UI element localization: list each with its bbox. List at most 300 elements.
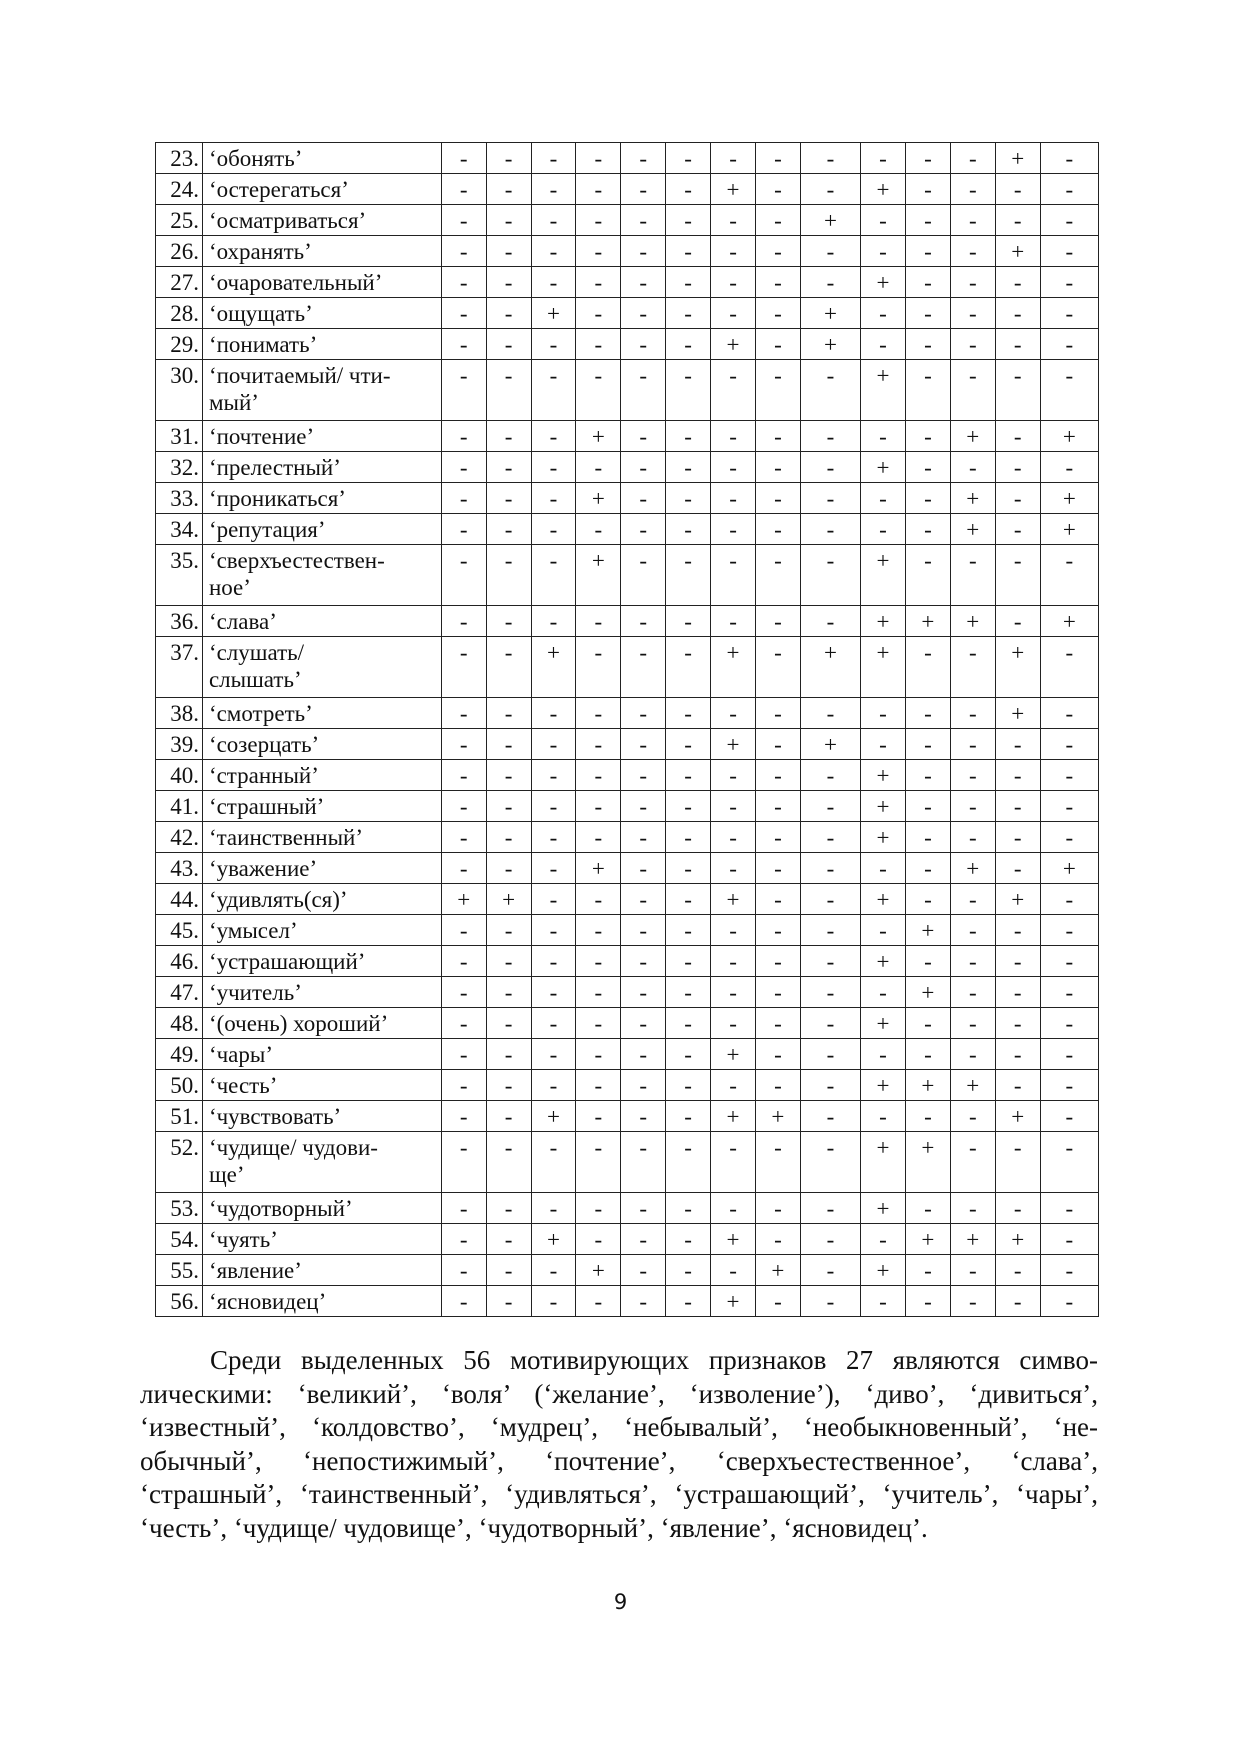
feature-mark: + bbox=[950, 483, 995, 514]
feature-mark: - bbox=[950, 174, 995, 205]
table-row bbox=[156, 1132, 1099, 1193]
feature-mark: + bbox=[995, 143, 1040, 174]
feature-mark: - bbox=[755, 1132, 800, 1193]
feature-mark: - bbox=[531, 1255, 576, 1286]
feature-mark: - bbox=[666, 1101, 711, 1132]
row-word: ‘очаровательный’ bbox=[202, 267, 441, 298]
feature-mark: - bbox=[486, 946, 531, 977]
feature-mark: - bbox=[576, 143, 621, 174]
table-row bbox=[156, 1008, 1099, 1039]
feature-mark: - bbox=[531, 1193, 576, 1224]
feature-mark: - bbox=[1040, 760, 1098, 791]
feature-mark: - bbox=[666, 452, 711, 483]
feature-mark: - bbox=[486, 1224, 531, 1255]
feature-mark: - bbox=[576, 698, 621, 729]
feature-mark: - bbox=[995, 360, 1040, 421]
feature-mark: - bbox=[531, 483, 576, 514]
feature-mark: + bbox=[861, 1193, 906, 1224]
feature-mark: - bbox=[1040, 729, 1098, 760]
feature-mark: - bbox=[950, 698, 995, 729]
feature-mark: + bbox=[800, 637, 860, 698]
feature-mark: - bbox=[800, 452, 860, 483]
feature-mark: - bbox=[531, 946, 576, 977]
feature-table bbox=[155, 142, 1099, 1317]
feature-mark: - bbox=[755, 1039, 800, 1070]
table-row bbox=[156, 977, 1099, 1008]
feature-mark: - bbox=[441, 514, 486, 545]
feature-mark: + bbox=[576, 1255, 621, 1286]
feature-mark: - bbox=[711, 1255, 756, 1286]
feature-mark: - bbox=[711, 946, 756, 977]
table-row bbox=[156, 606, 1099, 637]
table-row bbox=[156, 822, 1099, 853]
feature-mark: - bbox=[441, 1070, 486, 1101]
feature-mark: - bbox=[861, 915, 906, 946]
row-word: ‘странный’ bbox=[202, 760, 441, 791]
feature-mark: - bbox=[905, 760, 950, 791]
feature-mark: - bbox=[1040, 915, 1098, 946]
row-number: 32. bbox=[156, 452, 203, 483]
row-number: 45. bbox=[156, 915, 203, 946]
feature-mark: - bbox=[800, 143, 860, 174]
feature-mark: - bbox=[905, 1101, 950, 1132]
feature-mark: - bbox=[800, 698, 860, 729]
feature-mark: + bbox=[755, 1255, 800, 1286]
feature-mark: - bbox=[800, 174, 860, 205]
feature-mark: - bbox=[800, 545, 860, 606]
feature-mark: - bbox=[1040, 791, 1098, 822]
feature-mark: - bbox=[905, 452, 950, 483]
feature-mark: + bbox=[711, 1224, 756, 1255]
feature-mark: - bbox=[666, 791, 711, 822]
feature-mark: - bbox=[995, 483, 1040, 514]
row-word: ‘чары’ bbox=[202, 1039, 441, 1070]
feature-mark: - bbox=[441, 545, 486, 606]
feature-mark: - bbox=[861, 329, 906, 360]
row-word: ‘устрашающий’ bbox=[202, 946, 441, 977]
feature-mark: - bbox=[576, 1101, 621, 1132]
feature-mark: - bbox=[621, 483, 666, 514]
feature-mark: - bbox=[576, 205, 621, 236]
feature-mark: - bbox=[576, 298, 621, 329]
feature-mark: + bbox=[905, 915, 950, 946]
feature-mark: - bbox=[576, 915, 621, 946]
feature-mark: - bbox=[621, 822, 666, 853]
table-row bbox=[156, 760, 1099, 791]
feature-mark: - bbox=[666, 915, 711, 946]
feature-mark: - bbox=[950, 1101, 995, 1132]
feature-mark: - bbox=[531, 452, 576, 483]
table-row bbox=[156, 1193, 1099, 1224]
feature-mark: + bbox=[995, 1224, 1040, 1255]
row-number: 24. bbox=[156, 174, 203, 205]
feature-mark: - bbox=[531, 236, 576, 267]
feature-mark: - bbox=[1040, 1101, 1098, 1132]
feature-mark: + bbox=[861, 360, 906, 421]
feature-mark: - bbox=[531, 514, 576, 545]
table-row bbox=[156, 329, 1099, 360]
feature-mark: - bbox=[800, 1101, 860, 1132]
feature-mark: - bbox=[755, 174, 800, 205]
feature-mark: - bbox=[441, 1101, 486, 1132]
feature-mark: + bbox=[861, 760, 906, 791]
feature-mark: - bbox=[905, 822, 950, 853]
feature-mark: - bbox=[576, 637, 621, 698]
feature-mark: - bbox=[800, 421, 860, 452]
feature-mark: - bbox=[950, 1286, 995, 1317]
feature-mark: - bbox=[441, 267, 486, 298]
feature-mark: - bbox=[905, 698, 950, 729]
feature-mark: - bbox=[621, 545, 666, 606]
feature-mark: - bbox=[621, 205, 666, 236]
feature-mark: - bbox=[905, 545, 950, 606]
feature-mark: - bbox=[441, 637, 486, 698]
feature-mark: - bbox=[711, 915, 756, 946]
feature-mark: - bbox=[995, 452, 1040, 483]
feature-mark: - bbox=[576, 1039, 621, 1070]
feature-mark: - bbox=[441, 946, 486, 977]
row-word: ‘чудотворный’ bbox=[202, 1193, 441, 1224]
feature-mark: + bbox=[950, 606, 995, 637]
row-number: 28. bbox=[156, 298, 203, 329]
feature-mark: - bbox=[621, 791, 666, 822]
feature-mark: - bbox=[486, 174, 531, 205]
row-number: 54. bbox=[156, 1224, 203, 1255]
feature-mark: - bbox=[441, 483, 486, 514]
row-number: 44. bbox=[156, 884, 203, 915]
feature-mark: - bbox=[800, 977, 860, 1008]
feature-mark: + bbox=[531, 1224, 576, 1255]
feature-mark: - bbox=[666, 1039, 711, 1070]
feature-mark: - bbox=[486, 1193, 531, 1224]
row-number: 55. bbox=[156, 1255, 203, 1286]
row-word: ‘осматриваться’ bbox=[202, 205, 441, 236]
feature-mark: - bbox=[576, 977, 621, 1008]
table-row bbox=[156, 1070, 1099, 1101]
feature-mark: - bbox=[531, 698, 576, 729]
feature-mark: - bbox=[621, 329, 666, 360]
feature-mark: + bbox=[905, 1070, 950, 1101]
feature-mark: - bbox=[995, 174, 1040, 205]
feature-mark: - bbox=[1040, 452, 1098, 483]
feature-mark: - bbox=[531, 143, 576, 174]
feature-mark: - bbox=[800, 1070, 860, 1101]
feature-mark: - bbox=[1040, 267, 1098, 298]
feature-mark: - bbox=[950, 236, 995, 267]
feature-mark: - bbox=[1040, 298, 1098, 329]
feature-mark: - bbox=[861, 298, 906, 329]
feature-mark: - bbox=[800, 915, 860, 946]
row-word: ‘охранять’ bbox=[202, 236, 441, 267]
feature-mark: + bbox=[861, 1070, 906, 1101]
feature-mark: - bbox=[486, 421, 531, 452]
feature-mark: - bbox=[576, 1224, 621, 1255]
row-number: 31. bbox=[156, 421, 203, 452]
feature-mark: - bbox=[711, 421, 756, 452]
feature-mark: - bbox=[441, 1193, 486, 1224]
feature-mark: - bbox=[666, 514, 711, 545]
feature-mark: - bbox=[905, 360, 950, 421]
feature-mark: + bbox=[905, 1132, 950, 1193]
feature-mark: - bbox=[531, 1286, 576, 1317]
row-number: 30. bbox=[156, 360, 203, 421]
feature-mark: - bbox=[800, 1193, 860, 1224]
feature-mark: - bbox=[950, 1008, 995, 1039]
feature-mark: - bbox=[755, 545, 800, 606]
feature-mark: - bbox=[666, 1008, 711, 1039]
feature-mark: - bbox=[1040, 1008, 1098, 1039]
feature-mark: - bbox=[861, 1101, 906, 1132]
feature-mark: + bbox=[861, 174, 906, 205]
feature-mark: - bbox=[995, 729, 1040, 760]
row-word: ‘репутация’ bbox=[202, 514, 441, 545]
feature-mark: - bbox=[441, 298, 486, 329]
feature-mark: + bbox=[711, 1286, 756, 1317]
feature-mark: - bbox=[666, 606, 711, 637]
feature-mark: - bbox=[486, 729, 531, 760]
feature-mark: - bbox=[995, 1008, 1040, 1039]
feature-mark: - bbox=[576, 360, 621, 421]
row-number: 38. bbox=[156, 698, 203, 729]
feature-mark: - bbox=[800, 514, 860, 545]
feature-mark: - bbox=[950, 760, 995, 791]
feature-mark: - bbox=[666, 822, 711, 853]
feature-mark: - bbox=[666, 1255, 711, 1286]
feature-mark: - bbox=[800, 1008, 860, 1039]
feature-mark: - bbox=[995, 791, 1040, 822]
feature-mark: - bbox=[486, 329, 531, 360]
row-word: ‘явление’ bbox=[202, 1255, 441, 1286]
table-row bbox=[156, 946, 1099, 977]
feature-mark: - bbox=[755, 606, 800, 637]
row-number: 52. bbox=[156, 1132, 203, 1193]
feature-mark: - bbox=[800, 1132, 860, 1193]
feature-mark: - bbox=[1040, 1132, 1098, 1193]
feature-mark: - bbox=[441, 205, 486, 236]
feature-mark: + bbox=[861, 606, 906, 637]
row-word: ‘слава’ bbox=[202, 606, 441, 637]
table-row bbox=[156, 360, 1099, 421]
feature-mark: - bbox=[995, 205, 1040, 236]
feature-mark: - bbox=[995, 946, 1040, 977]
feature-mark: - bbox=[576, 791, 621, 822]
feature-mark: - bbox=[486, 1101, 531, 1132]
feature-mark: - bbox=[666, 946, 711, 977]
feature-mark: - bbox=[800, 884, 860, 915]
row-word: ‘честь’ bbox=[202, 1070, 441, 1101]
feature-mark: - bbox=[576, 174, 621, 205]
feature-mark: - bbox=[950, 298, 995, 329]
feature-mark: - bbox=[995, 1255, 1040, 1286]
row-number: 26. bbox=[156, 236, 203, 267]
feature-mark: - bbox=[666, 760, 711, 791]
feature-mark: - bbox=[576, 760, 621, 791]
feature-mark: - bbox=[711, 205, 756, 236]
feature-mark: + bbox=[711, 1039, 756, 1070]
feature-mark: - bbox=[861, 205, 906, 236]
feature-mark: - bbox=[800, 822, 860, 853]
feature-mark: - bbox=[441, 760, 486, 791]
feature-mark: - bbox=[861, 421, 906, 452]
feature-mark: - bbox=[621, 853, 666, 884]
feature-mark: - bbox=[576, 822, 621, 853]
feature-mark: - bbox=[950, 729, 995, 760]
row-number: 39. bbox=[156, 729, 203, 760]
feature-mark: - bbox=[755, 236, 800, 267]
feature-mark: - bbox=[576, 729, 621, 760]
feature-mark: - bbox=[1040, 236, 1098, 267]
feature-mark: - bbox=[1040, 946, 1098, 977]
feature-mark: - bbox=[755, 360, 800, 421]
table-row bbox=[156, 915, 1099, 946]
feature-mark: + bbox=[711, 637, 756, 698]
feature-mark: - bbox=[950, 1193, 995, 1224]
feature-mark: - bbox=[531, 915, 576, 946]
feature-mark: - bbox=[995, 1039, 1040, 1070]
feature-mark: - bbox=[576, 1008, 621, 1039]
feature-mark: - bbox=[666, 174, 711, 205]
feature-mark: - bbox=[621, 1008, 666, 1039]
feature-mark: - bbox=[486, 360, 531, 421]
feature-mark: + bbox=[995, 637, 1040, 698]
feature-mark: + bbox=[1040, 606, 1098, 637]
feature-mark: - bbox=[950, 791, 995, 822]
feature-mark: - bbox=[755, 1224, 800, 1255]
table-row bbox=[156, 729, 1099, 760]
feature-mark: - bbox=[995, 915, 1040, 946]
feature-mark: - bbox=[861, 143, 906, 174]
feature-mark: - bbox=[711, 1070, 756, 1101]
table-row bbox=[156, 483, 1099, 514]
feature-mark: - bbox=[531, 1008, 576, 1039]
feature-mark: - bbox=[486, 760, 531, 791]
feature-mark: + bbox=[995, 236, 1040, 267]
feature-mark: - bbox=[950, 946, 995, 977]
feature-mark: - bbox=[905, 421, 950, 452]
feature-mark: - bbox=[621, 174, 666, 205]
row-number: 50. bbox=[156, 1070, 203, 1101]
feature-mark: - bbox=[950, 1039, 995, 1070]
feature-mark: - bbox=[486, 545, 531, 606]
feature-mark: - bbox=[1040, 329, 1098, 360]
feature-mark: + bbox=[861, 791, 906, 822]
feature-mark: - bbox=[576, 514, 621, 545]
feature-mark: + bbox=[531, 1101, 576, 1132]
feature-mark: - bbox=[800, 606, 860, 637]
feature-mark: - bbox=[800, 853, 860, 884]
feature-mark: - bbox=[755, 760, 800, 791]
row-number: 48. bbox=[156, 1008, 203, 1039]
feature-mark: - bbox=[486, 1255, 531, 1286]
row-word: ‘смотреть’ bbox=[202, 698, 441, 729]
feature-mark: - bbox=[995, 760, 1040, 791]
feature-mark: - bbox=[755, 1070, 800, 1101]
feature-mark: + bbox=[1040, 421, 1098, 452]
feature-mark: + bbox=[531, 637, 576, 698]
feature-mark: - bbox=[950, 143, 995, 174]
feature-mark: - bbox=[755, 205, 800, 236]
feature-mark: - bbox=[755, 884, 800, 915]
row-word: ‘удивлять(ся)’ bbox=[202, 884, 441, 915]
feature-mark: - bbox=[621, 267, 666, 298]
feature-mark: - bbox=[905, 884, 950, 915]
feature-mark: - bbox=[800, 1224, 860, 1255]
feature-mark: - bbox=[755, 698, 800, 729]
feature-mark: - bbox=[486, 267, 531, 298]
feature-mark: - bbox=[800, 1286, 860, 1317]
feature-mark: - bbox=[1040, 1255, 1098, 1286]
feature-mark: - bbox=[1040, 698, 1098, 729]
feature-mark: - bbox=[531, 760, 576, 791]
feature-mark: - bbox=[995, 545, 1040, 606]
feature-mark: - bbox=[621, 1070, 666, 1101]
table-row bbox=[156, 421, 1099, 452]
feature-mark: - bbox=[576, 452, 621, 483]
feature-mark: - bbox=[666, 1193, 711, 1224]
table-row bbox=[156, 545, 1099, 606]
feature-mark: + bbox=[861, 1255, 906, 1286]
feature-mark: - bbox=[441, 698, 486, 729]
feature-mark: - bbox=[755, 1193, 800, 1224]
row-number: 41. bbox=[156, 791, 203, 822]
row-number: 49. bbox=[156, 1039, 203, 1070]
feature-mark: - bbox=[755, 421, 800, 452]
feature-mark: - bbox=[531, 1132, 576, 1193]
feature-mark: + bbox=[711, 729, 756, 760]
feature-mark: - bbox=[995, 421, 1040, 452]
feature-mark: - bbox=[1040, 360, 1098, 421]
feature-mark: - bbox=[711, 236, 756, 267]
feature-mark: - bbox=[755, 329, 800, 360]
feature-mark: - bbox=[905, 1039, 950, 1070]
feature-mark: - bbox=[666, 698, 711, 729]
feature-mark: - bbox=[666, 267, 711, 298]
table-row bbox=[156, 884, 1099, 915]
feature-mark: - bbox=[486, 1008, 531, 1039]
feature-mark: - bbox=[800, 360, 860, 421]
row-word: ‘умысел’ bbox=[202, 915, 441, 946]
feature-mark: - bbox=[441, 606, 486, 637]
feature-mark: - bbox=[711, 452, 756, 483]
feature-mark: - bbox=[905, 174, 950, 205]
feature-mark: - bbox=[905, 514, 950, 545]
row-word: ‘уважение’ bbox=[202, 853, 441, 884]
feature-mark: - bbox=[441, 236, 486, 267]
feature-mark: - bbox=[441, 1286, 486, 1317]
feature-mark: - bbox=[1040, 205, 1098, 236]
feature-mark: + bbox=[950, 1224, 995, 1255]
feature-mark: + bbox=[995, 698, 1040, 729]
row-number: 29. bbox=[156, 329, 203, 360]
feature-mark: - bbox=[576, 1286, 621, 1317]
row-word: ‘чуять’ bbox=[202, 1224, 441, 1255]
feature-mark: - bbox=[711, 360, 756, 421]
feature-mark: - bbox=[441, 1255, 486, 1286]
feature-mark: - bbox=[995, 298, 1040, 329]
feature-mark: - bbox=[755, 452, 800, 483]
feature-mark: - bbox=[755, 1008, 800, 1039]
feature-mark: - bbox=[1040, 1224, 1098, 1255]
feature-mark: + bbox=[861, 822, 906, 853]
feature-mark: + bbox=[486, 884, 531, 915]
table-row bbox=[156, 1224, 1099, 1255]
feature-mark: - bbox=[755, 514, 800, 545]
feature-mark: - bbox=[576, 329, 621, 360]
feature-mark: - bbox=[486, 606, 531, 637]
feature-mark: - bbox=[621, 1101, 666, 1132]
feature-mark: - bbox=[441, 1008, 486, 1039]
table-body bbox=[156, 143, 1099, 1317]
